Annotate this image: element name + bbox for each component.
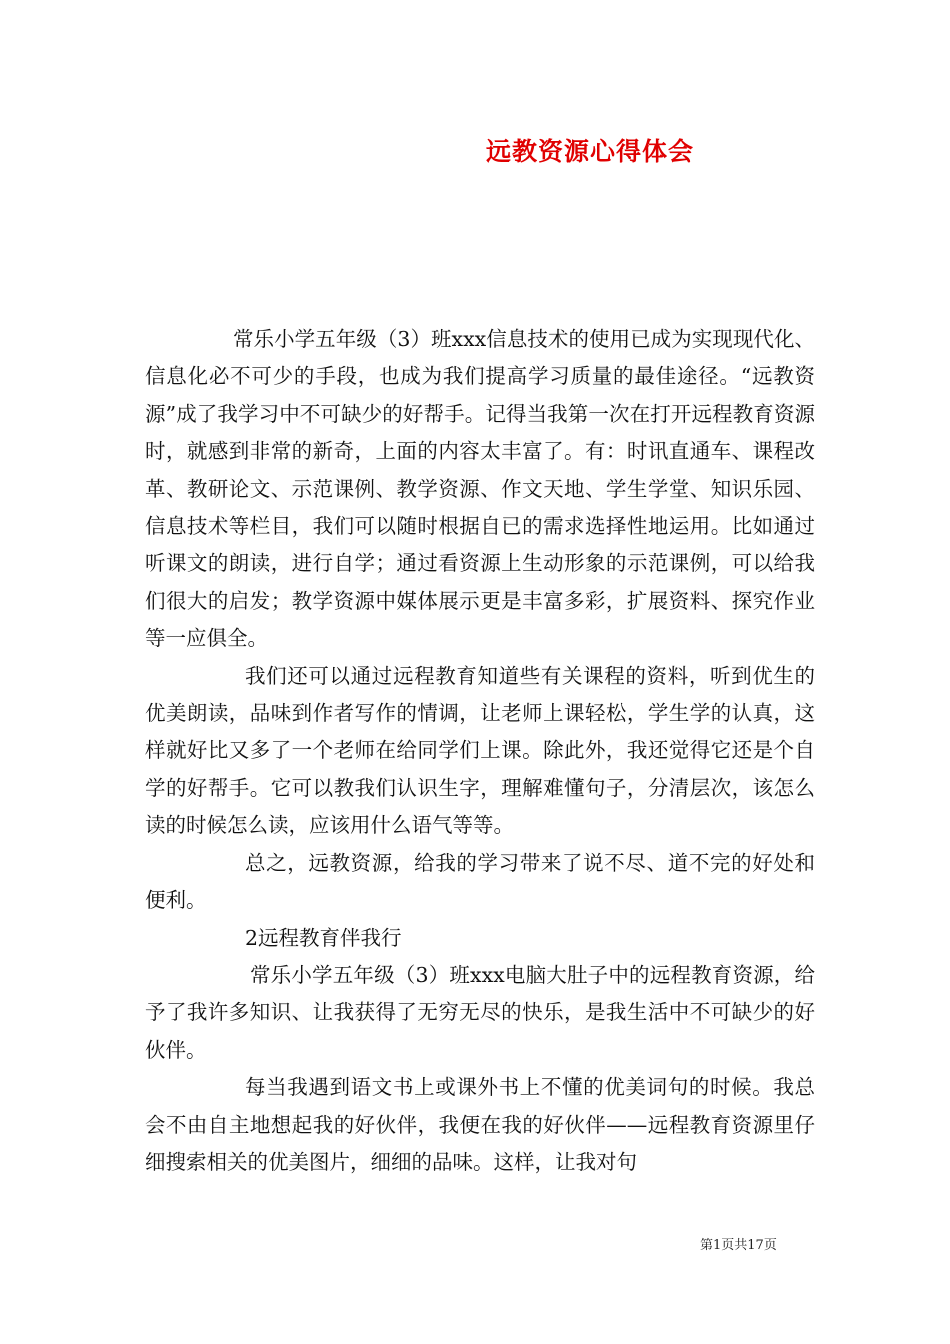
page-number-footer: 第1页共17页 bbox=[700, 1238, 777, 1253]
section-heading: 2远程教育伴我行 bbox=[245, 925, 402, 950]
paragraph-1: 常乐小学五年级（3）班xxx信息技术的使用已成为实现现代化、信息化必不可少的手段，也成为我们提高学习质量的最佳途径。“远教资源”成了我学习中不可缺少的好帮手。记得当我第一次在打开远程教育资源时，就感到非常的新奇，上面的内容太丰富了。有：时讯直通车、课程改革、教研论文、示范课例、教学资源、作文天地、学生学堂、知识乐园、信息技术等栏目，我们可以随时根据自已的需求选择性地运用。比如通过听课文的朗读，进行自学；通过看资源上生动形象的示范课例，可以给我们很大的启发；教学资源中媒体展示更是丰富多彩，扩展资料、探究作业等一应俱全。 bbox=[145, 327, 815, 651]
paragraph-3: 总之，远教资源，给我的学习带来了说不尽、道不完的好处和便利。 bbox=[145, 850, 815, 913]
document-title: 远教资源心得体会 bbox=[485, 137, 694, 166]
section-paragraph-2: 每当我遇到语文书上或课外书上不懂的优美词句的时候。我总会不由自主地想起我的好伙伴，我便在我的好伙伴——远程教育资源里仔细搜索相关的优美图片，细细的品味。这样，让我对句 bbox=[145, 1075, 815, 1174]
section-paragraph-1: 常乐小学五年级（3）班xxx电脑大肚子中的远程教育资源，给予了我许多知识、让我获得了无穷无尽的快乐，是我生活中不可缺少的好伙伴。 bbox=[145, 962, 815, 1062]
paragraph-2: 我们还可以通过远程教育知道些有关课程的资料，听到优生的优美朗读，品味到作者写作的情调，让老师上课轻松，学生学的认真，这样就好比又多了一个老师在给同学们上课。除此外，我还觉得它还是个自学的好帮手。它可以教我们认识生字，理解难懂句子，分清层次，该怎么读的时候怎么读，应该用什么语气等等。 bbox=[145, 663, 815, 838]
document-body bbox=[145, 321, 815, 1181]
